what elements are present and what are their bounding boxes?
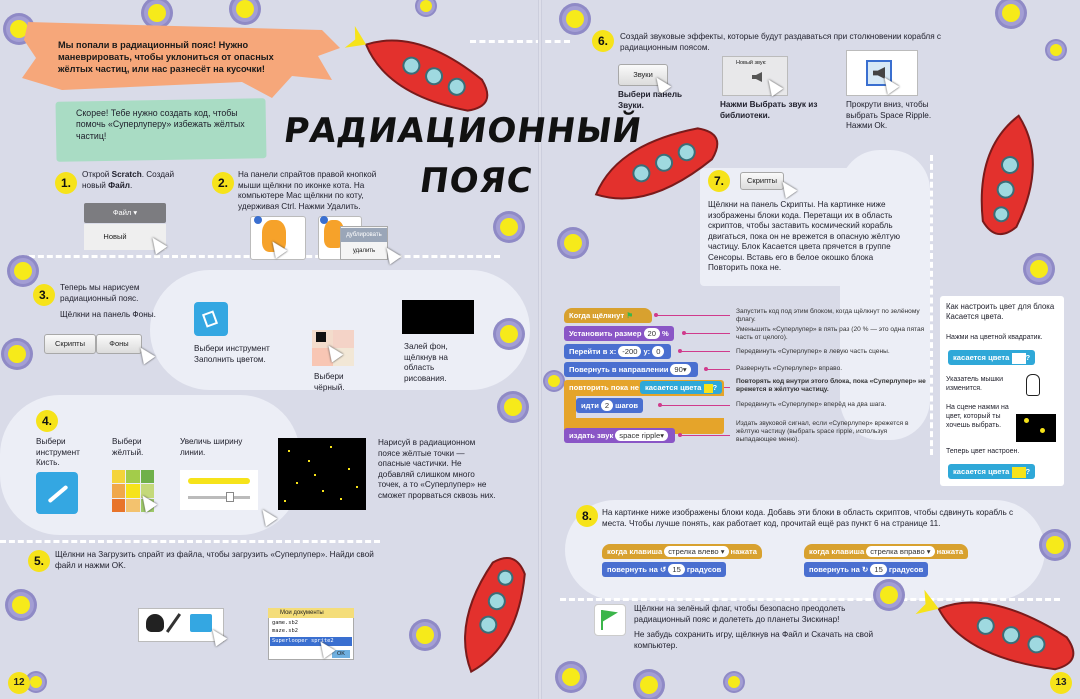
block-when-left-key[interactable]: когда клавиша стрелка влево ▾ нажата — [602, 544, 762, 559]
hurry-text: Скорее! Тебе нужно создать код, чтобы помочь «Суперлуперу» избежать жёлтых частиц! — [76, 108, 245, 141]
page-title-line2: ПОЯС — [417, 161, 536, 201]
particle — [640, 676, 658, 694]
rocket-illustration — [440, 545, 540, 695]
particle — [416, 626, 434, 644]
page-number-left: 12 — [8, 672, 30, 694]
intro-banner: Мы попали в радиационный пояс! Нужно маневрировать, чтобы уклониться от опасных жёлтых частиц, или нас разнесёт на кусочки! — [58, 40, 274, 74]
particle — [1002, 4, 1020, 22]
step-7-number: 7. — [708, 170, 730, 192]
step-8-number: 8. — [576, 505, 598, 527]
particle — [504, 398, 522, 416]
block-point-direction[interactable]: Повернуть в направлении 90▾ — [564, 362, 698, 377]
block-turn-right[interactable]: повернуть на ↻ 15 градусов — [804, 562, 928, 577]
pointer-line — [656, 315, 730, 316]
color-swatch-black[interactable] — [316, 332, 326, 342]
hand-cursor-icon — [1026, 374, 1040, 396]
path-dash — [930, 155, 933, 455]
particle — [728, 676, 740, 688]
step-4-number: 4. — [36, 410, 58, 432]
particle — [420, 0, 432, 12]
step-3-number: 3. — [33, 284, 55, 306]
block-set-size[interactable]: Установить размер 20 % — [564, 326, 674, 341]
block-touching-color[interactable]: касается цвета ? — [640, 381, 722, 394]
step-5-number: 5. — [28, 550, 50, 572]
particle — [880, 586, 898, 604]
pointer-line — [724, 387, 730, 388]
step-6-a: Выбери панель Звуки. — [618, 90, 683, 110]
particle — [548, 375, 560, 387]
code1-note-4: Развернуть «Суперлупер» вправо. — [736, 365, 843, 372]
particle — [500, 325, 518, 343]
pointer-dot — [658, 403, 662, 407]
pointer-dot — [678, 349, 682, 353]
step-3-black-text: Выбери чёрный. — [314, 372, 345, 392]
context-item-delete[interactable]: удалить — [352, 248, 376, 254]
block-when-flag-clicked[interactable]: Когда щёлкнут ⚑ — [564, 308, 652, 323]
block-move-steps[interactable]: идти 2 шагов — [576, 398, 643, 413]
step-6-b: Нажми Выбрать звук из библиотеки. — [720, 100, 818, 120]
dialog-file-1[interactable]: game.sb2 — [272, 620, 298, 626]
step-1-number: 1. — [55, 172, 77, 194]
dialog-folder: Мои документы — [268, 608, 354, 618]
pointer-line — [684, 333, 730, 334]
sidebar-b: Указатель мышки изменится. — [946, 376, 1004, 392]
dialog-ok-button[interactable]: OK — [332, 650, 350, 658]
particle — [562, 668, 580, 686]
step-5-text: Щёлкни на Загрузить спрайт из файла, чтобы загрузить «Суперлупер». Найди свой файл и нажми OK. — [55, 550, 374, 570]
page-title-line1: РАДИАЦИОННЫЙ — [281, 111, 645, 151]
touching-color-block-set[interactable]: касается цвета ? — [948, 464, 1035, 479]
particle — [1050, 44, 1062, 56]
info-icon — [320, 216, 328, 224]
line-width-panel[interactable] — [180, 470, 258, 510]
step-3-fill-text: Выбери инструмент Заполнить цветом. — [194, 344, 270, 364]
info-icon — [254, 216, 262, 224]
code1-note-1: Запустить код под этим блоком, когда щёлкнут по зелёному флагу. — [736, 308, 920, 324]
step-3-text-1: Теперь мы нарисуем радиационный пояс. — [60, 283, 140, 303]
block-when-right-key[interactable]: когда клавиша стрелка вправо ▾ нажата — [804, 544, 968, 559]
sidebar-a: Нажми на цветной квадратик. — [946, 334, 1043, 341]
particle — [30, 676, 42, 688]
particle — [1046, 536, 1064, 554]
sidebar-d: Теперь цвет настроен. — [946, 448, 1020, 455]
pointer-dot — [704, 367, 708, 371]
rocket-illustration — [340, 25, 510, 120]
context-item-duplicate[interactable]: дублировать — [341, 228, 387, 242]
step-3-fillbg-text: Залей фон, щёлкнув на область рисования. — [404, 342, 448, 383]
block-play-sound[interactable]: издать звук space ripple▾ — [564, 428, 675, 443]
particle — [1030, 260, 1048, 278]
page-number-right: 13 — [1050, 672, 1072, 694]
step-6-text: Создай звуковые эффекты, которые будут раздаваться при столкновении корабля с радиационным поясом. — [620, 32, 942, 52]
rocket-illustration — [915, 575, 1080, 685]
step-2-number: 2. — [212, 172, 234, 194]
repeat-until-label: повторить пока не — [569, 383, 640, 392]
starfield-canvas[interactable] — [278, 438, 366, 510]
new-sound-label: Новый звук: — [736, 60, 767, 66]
step-7-text: Щёлкни на панель Скрипты. На картинке ниже изображены блоки кода. Перетащи их в область скриптов, чтобы заставить космический корабль двигаться, пока он не врежется в опасную жёлтую частицу. Блок Касается цвета прячется в группе Сенсоры. Вставь его в белое окошко блока Повторить пока не. — [708, 200, 901, 272]
pointer-dot — [678, 433, 682, 437]
code1-note-6: Передвинуть «Суперлупер» вперёд на два шага. — [736, 401, 887, 408]
step-4-width-text: Увеличь ширину линии. — [180, 437, 243, 457]
particle — [12, 596, 30, 614]
pointer-line — [680, 351, 730, 352]
pointer-line — [706, 369, 730, 370]
particle — [566, 10, 584, 28]
step-1-text: Открой Scratch. Создай новый Файл. — [82, 170, 175, 190]
touching-color-block-preview[interactable]: касается цвета ? — [948, 350, 1035, 365]
green-flag-button[interactable] — [594, 604, 626, 636]
sidebar-title: Как настроить цвет для блока Касается цвета. — [946, 302, 1055, 321]
flag-pole — [601, 610, 603, 630]
stage-preview[interactable] — [1016, 414, 1056, 442]
pointer-dot — [682, 331, 686, 335]
step-6-number: 6. — [592, 30, 614, 52]
pointer-dot — [654, 313, 658, 317]
dialog-file-3[interactable]: Superlooper sprite2 — [270, 637, 352, 646]
tab-backdrops[interactable]: Фоны — [96, 334, 142, 354]
line-sample — [188, 478, 250, 484]
step-3-text-2: Щёлкни на панель Фоны. — [60, 310, 156, 319]
path-dash — [0, 540, 380, 543]
black-canvas[interactable] — [402, 300, 474, 334]
particle — [14, 262, 32, 280]
dialog-file-2[interactable]: maze.sb2 — [272, 628, 298, 634]
file-menu[interactable]: Файл ▾ — [84, 203, 166, 223]
upload-sprite-icon[interactable] — [190, 614, 212, 632]
step-8-text: На картинке ниже изображены блоки кода. Добавь эти блоки в область скриптов, чтобы сдвинуть корабль с места. Чтобы лучше понять, как работает код, прочитай ещё раз пункт 6 на странице 11. — [602, 508, 1014, 528]
code1-note-2: Уменьшить «Суперлупер» в пять раз (20 % — это одна пятая часть от целого). — [736, 326, 925, 342]
code1-note-7: Издать звуковой сигнал, если «Суперлупер» врежется в жёлтую частицу (выбрать space ripple, используя выпадающее меню). — [736, 420, 909, 444]
menu-item-new[interactable]: Новый — [84, 224, 166, 250]
width-slider-thumb[interactable] — [226, 492, 234, 502]
particle — [8, 345, 26, 363]
tab-scripts[interactable]: Скрипты — [44, 334, 96, 354]
width-slider-track[interactable] — [188, 496, 250, 499]
sprite-library-icon[interactable] — [146, 614, 164, 632]
code1-note-3: Передвинуть «Суперлупер» в левую часть сцены. — [736, 348, 890, 355]
pointer-line — [680, 435, 730, 436]
code1-note-5: Повторять код внутри этого блока, пока «Суперлупер» не врежется в жёлтую частицу. — [736, 378, 926, 394]
step-2-text: На панели спрайтов правой кнопкой мыши щёлкни по иконке кота. На компьютере Mac щёлкни по коту, удерживая Ctrl. Нажми Удалить. — [238, 170, 377, 211]
block-turn-left[interactable]: повернуть на ↺ 15 градусов — [602, 562, 726, 577]
particle — [500, 218, 518, 236]
scripts-tab[interactable]: Скрипты — [740, 172, 784, 190]
final-a: Щёлкни на зелёный флаг, чтобы безопасно преодолеть радиационный пояс и долететь до планеты Зискинар! — [634, 604, 846, 624]
pointer-line — [660, 405, 730, 406]
sounds-tab[interactable]: Звуки — [618, 64, 668, 86]
rocket-illustration — [955, 80, 1065, 250]
particle — [564, 234, 582, 252]
particle — [236, 0, 254, 18]
sidebar-c: На сцене нажми на цвет, который ты хочешь выбрать. — [946, 404, 1009, 429]
step-6-c: Прокрути вниз, чтобы выбрать Space Ripple. Нажми Ok. — [846, 100, 932, 130]
step-4-brush-text: Выбери инструмент Кисть. — [36, 437, 80, 467]
step-4-draw-text: Нарисуй в радиационном поясе жёлтые точки — опасные частички. Не добавляй слишком много точек, а то «Суперлупер» не сможет прорваться сквозь них. — [378, 438, 496, 500]
block-go-to-xy[interactable]: Перейти в x: -200 y: 0 — [564, 344, 671, 359]
step-4-yellow-text: Выбери жёлтый. — [112, 437, 144, 457]
final-b: Не забудь сохранить игру, щёлкнув на Файл и Скачать на свой компьютер. — [634, 630, 874, 650]
